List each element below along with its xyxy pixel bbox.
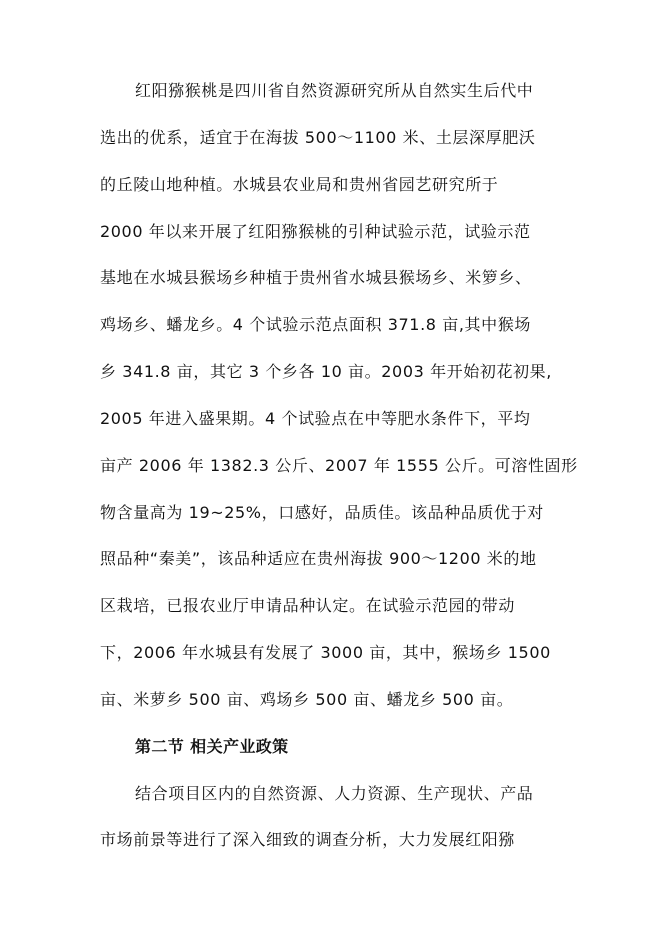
paragraph-line: 亩、米萝乡 500 亩、鸡场乡 500 亩、蟠龙乡 500 亩。 (100, 690, 514, 709)
paragraph-line: 区栽培，已报农业厅申请品种认定。在试验示范园的带动 (100, 596, 516, 615)
section-heading: 第二节 相关产业政策 (135, 737, 289, 756)
paragraph-line: 鸡场乡、蟠龙乡。4 个试验示范点面积 371.8 亩,其中猴场 (100, 315, 531, 334)
paragraph-line: 市场前景等进行了深入细致的调查分析，大力发展红阳猕 (100, 830, 516, 849)
paragraph-line: 2000 年以来开展了红阳猕猴桃的引种试验示范，试验示范 (100, 222, 531, 241)
paragraph-line: 选出的优系，适宜于在海拔 500～1100 米、土层深厚肥沃 (100, 128, 536, 147)
paragraph-line: 的丘陵山地种植。水城县农业局和贵州省园艺研究所于 (100, 175, 499, 194)
paragraph-line: 下，2006 年水城县有发展了 3000 亩，其中，猴场乡 1500 (100, 643, 551, 662)
paragraph-line: 红阳猕猴桃是四川省自然资源研究所从自然实生后代中 (135, 81, 534, 100)
paragraph-line: 2005 年进入盛果期。4 个试验点在中等肥水条件下，平均 (100, 409, 531, 428)
paragraph-line: 结合项目区内的自然资源、人力资源、生产现状、产品 (135, 784, 534, 803)
paragraph-line: 乡 341.8 亩，其它 3 个乡各 10 亩。2003 年开始初花初果, (100, 362, 552, 381)
paragraph-line: 照品种“秦美”，该品种适应在贵州海拔 900～1200 米的地 (100, 549, 537, 568)
paragraph-line: 亩产 2006 年 1382.3 公斤、2007 年 1555 公斤。可溶性固形 (100, 456, 578, 475)
paragraph-line: 基地在水城县猴场乡种植于贵州省水城县猴场乡、米箩乡、 (100, 268, 532, 287)
paragraph-line: 物含量高为 19~25%，口感好，品质佳。该品种品质优于对 (100, 503, 544, 522)
